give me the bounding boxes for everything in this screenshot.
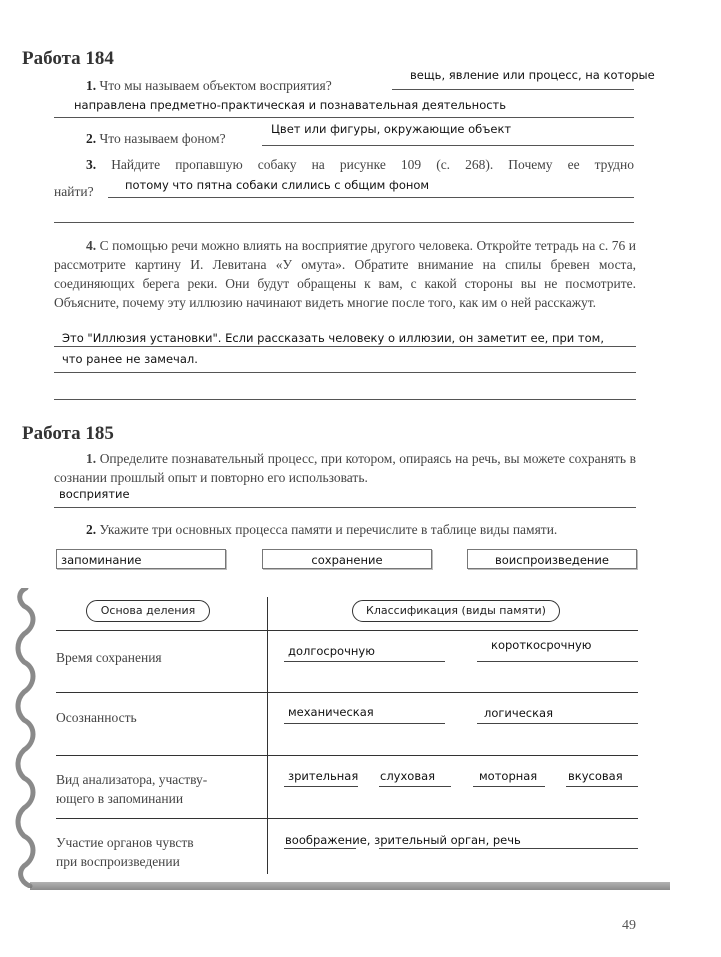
work-184-q3-answer: потому что пятна собаки слились с общим фоном (125, 178, 430, 192)
answer-underline (54, 372, 636, 373)
process-label: сохранение (311, 553, 383, 567)
question-text: Определите познавательный процесс, при котором, опираясь на речь, вы можете сохранять в сознании прошлый опыт и повторно его использовать. (54, 451, 637, 485)
work-185-question-2 (86, 520, 557, 539)
table-answer: долгосрочную (288, 644, 375, 658)
question-text: Найдите пропавшую собаку на рисунке 109 (с. 268). Почему ее трудно (111, 157, 635, 172)
table-header-basis: Основа деления (86, 600, 210, 622)
process-box-memorization[interactable] (56, 549, 226, 569)
question-text: Что мы называем объектом восприятия? (99, 78, 332, 93)
process-box-reproduction[interactable] (467, 549, 637, 569)
row-label-line: при воспроизведении (56, 854, 180, 869)
table-answer: логическая (484, 706, 554, 720)
table-answer: моторная (479, 769, 538, 783)
work-184-q4-answer-line-2: что ранее не замечал. (62, 352, 198, 366)
question-number: 4. (86, 238, 97, 253)
table-answer: механическая (288, 705, 374, 719)
table-answer: зрительная (288, 769, 359, 783)
work-185-q1-answer: восприятие (59, 487, 130, 501)
answer-underline (262, 145, 634, 146)
table-header-classification: Классификация (виды памяти) (352, 600, 560, 622)
answer-underline (284, 723, 445, 724)
answer-underline (379, 848, 638, 849)
work-184-question-3-cont: найти? (54, 184, 94, 199)
notebook-spiral-binding (14, 588, 40, 888)
answer-underline (54, 117, 634, 118)
table-answer: слуховая (380, 769, 436, 783)
answer-underline (54, 222, 634, 223)
work-184-question-4 (54, 236, 636, 312)
answer-underline (284, 661, 445, 662)
table-row-divider (56, 755, 638, 756)
question-number: 3. (86, 157, 97, 172)
process-label: воиспроизведение (494, 553, 609, 567)
answer-underline (284, 848, 356, 849)
question-number: 1. (86, 78, 97, 93)
row-label-line: Участие органов чувств (56, 835, 194, 850)
question-text: Что называем фоном? (99, 131, 226, 146)
table-answer: короткосрочную (491, 638, 592, 652)
question-text: Укажите три основных процесса памяти и перечислите в таблице виды памяти. (99, 522, 558, 537)
answer-underline (379, 786, 451, 787)
process-box-retention[interactable] (262, 549, 432, 569)
table-column-divider (267, 597, 268, 874)
answer-underline (392, 89, 634, 90)
work-184-question-1 (86, 76, 332, 95)
question-number: 1. (86, 451, 97, 466)
answer-underline (54, 346, 636, 347)
table-row-label (56, 833, 194, 871)
page-number: 49 (622, 918, 636, 933)
work-185-title: Работа 185 (22, 423, 114, 444)
work-184-question-3 (86, 155, 634, 174)
question-number: 2. (86, 522, 97, 537)
question-text: С помощью речи можно влиять на восприятие другого человека. Откройте тетрадь на с. 76 и рассмотрите картину И. Левитана «У омута». Обратите внимание на спилы бревен моста, соединяющих берега реки. Они будут обращены к вам, с какой стороны вы не посмотрите. Объясните, почему эту иллюзию начинают видеть многие после того, как им о ней расскажут. (54, 238, 636, 310)
notebook-frame-edge (30, 882, 670, 890)
work-184-q1-answer-line-1: вещь, явление или процесс, на которые (410, 68, 655, 82)
table-row-label: Время сохранения (56, 650, 162, 665)
question-number: 2. (86, 131, 97, 146)
table-answer: вкусовая (568, 769, 623, 783)
work-184-title: Работа 184 (22, 48, 114, 69)
table-row-divider (56, 630, 638, 631)
answer-underline (54, 507, 636, 508)
work-184-q1-answer-line-2: направлена предметно-практическая и познавательная деятельность (74, 98, 507, 112)
table-row-divider (56, 818, 638, 819)
answer-underline (473, 786, 545, 787)
answer-underline (54, 399, 636, 400)
row-label-line: ющего в запоминании (56, 791, 184, 806)
table-row-label: Осознанность (56, 710, 137, 725)
work-184-q2-answer: Цвет или фигуры, окружающие объект (271, 122, 512, 136)
row-label-line: Вид анализатора, участву- (56, 772, 208, 787)
work-185-question-1 (54, 449, 636, 487)
table-row-label (56, 770, 207, 808)
answer-underline (477, 723, 638, 724)
table-answer: воображение, зрительный орган, речь (285, 833, 521, 847)
work-184-q4-answer-line-1: Это "Иллюзия установки". Если рассказать человеку о иллюзии, он заметит ее, при том, (62, 331, 604, 345)
process-label: запоминание (61, 553, 142, 567)
answer-underline (284, 786, 358, 787)
table-row-divider (56, 692, 638, 693)
answer-underline (477, 661, 638, 662)
answer-underline (566, 786, 638, 787)
answer-underline (108, 197, 634, 198)
work-184-question-2 (86, 129, 226, 148)
